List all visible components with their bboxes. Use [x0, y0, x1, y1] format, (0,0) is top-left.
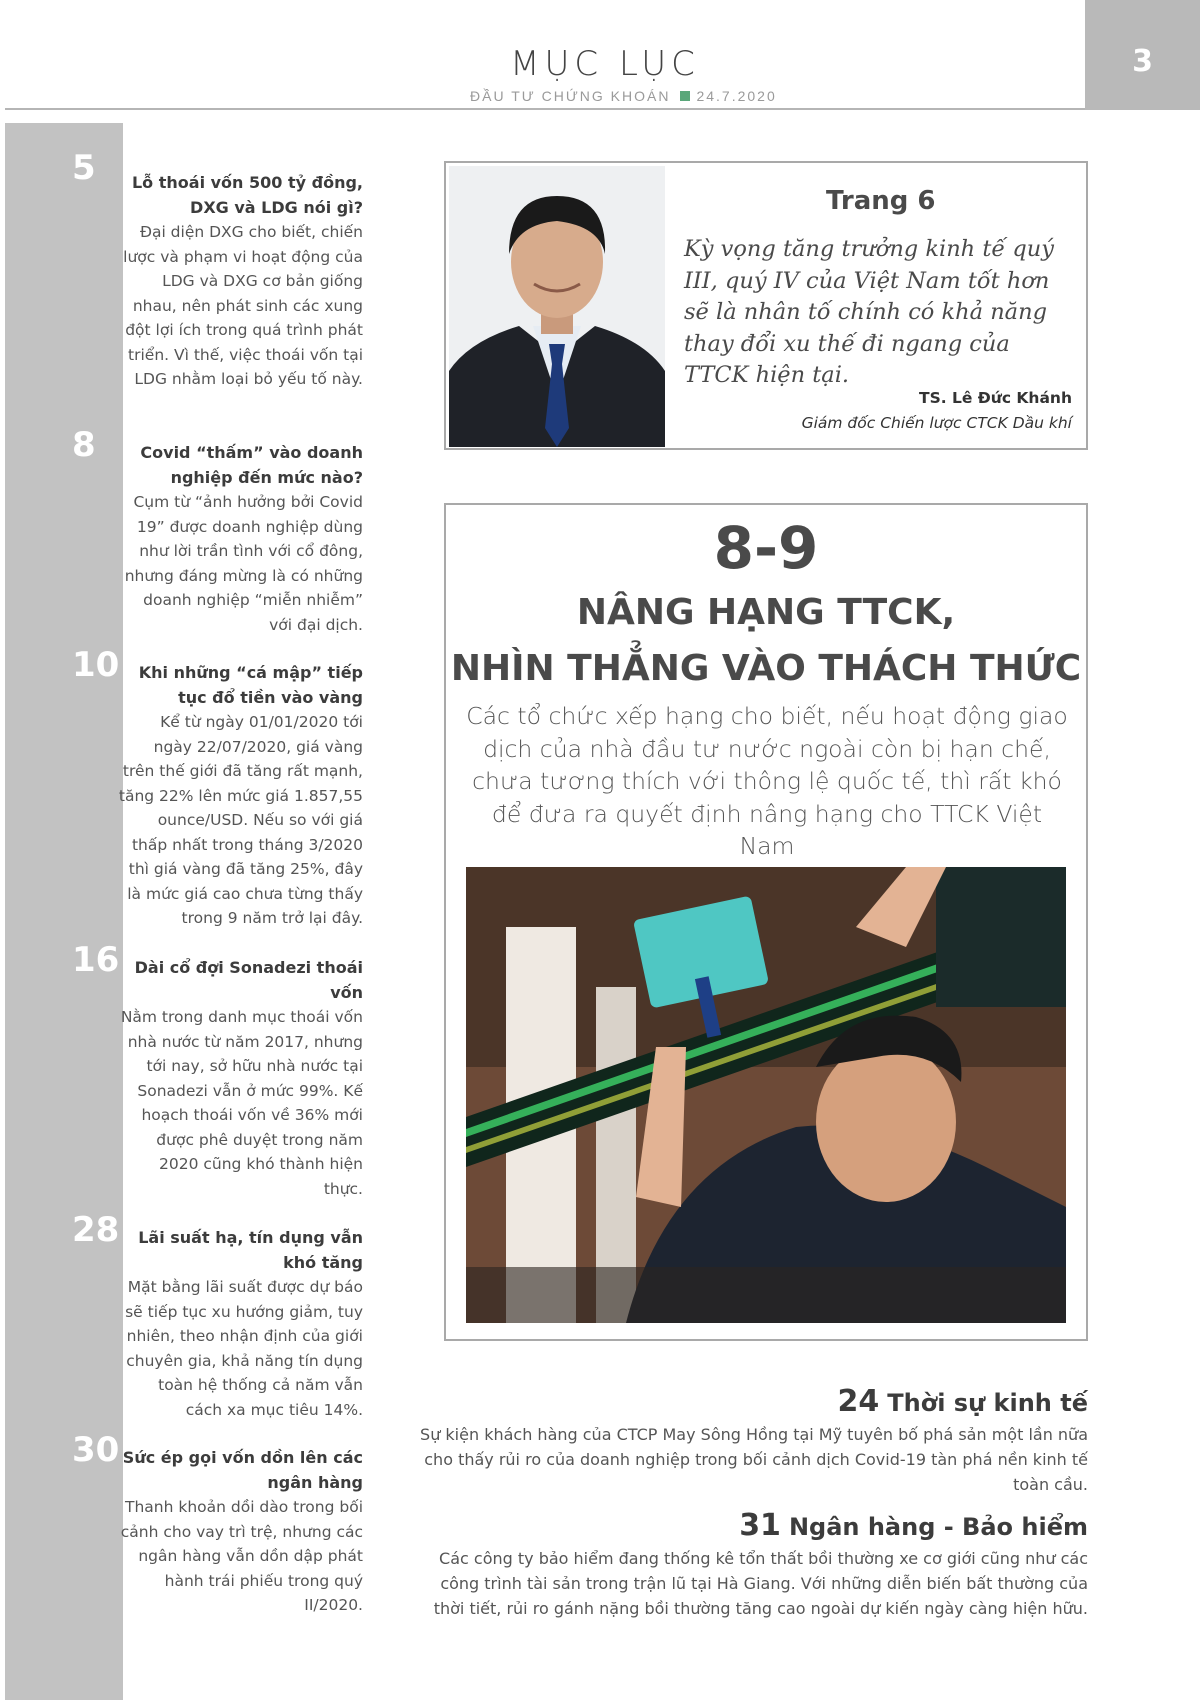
- feature-title-line: NHÌN THẲNG VÀO THÁCH THỨC: [450, 648, 1082, 689]
- toc-entry[interactable]: [118, 956, 363, 1201]
- feature-lead: Các tổ chức xếp hạng cho biết, nếu hoạt động giao dịch của nhà đầu tư nước ngoài còn bị hạn chế, chưa tương thích với thông lệ quốc tế, thì rất khó để đưa ra quyết định nâng hạng cho TTCK Việt Nam: [466, 702, 1068, 860]
- toc-entry[interactable]: [118, 661, 363, 931]
- toc-entry-summary: Mặt bằng lãi suất được dự báo sẽ tiếp tục xu hướng giảm, tuy nhiên, theo nhận định của giới chuyên gia, khả năng tín dụng toàn hệ thống cả năm vẫn cách xa mục tiêu 14%.: [125, 1278, 363, 1419]
- quote-page-ref: Trang 6: [826, 186, 936, 216]
- feature-photo: [466, 867, 1066, 1323]
- feature-title[interactable]: [444, 585, 1088, 697]
- section-summary: Các công ty bảo hiểm đang thống kê tổn thất bồi thường xe cơ giới cũng như các công trình tài sản trong trận lũ tại Hà Giang. Với những diễn biến bất thường của thời tiết, rủi ro gánh nặng bồi thường tăng cao ngoài dự kiến ngày càng hiện hữu.: [433, 1549, 1088, 1618]
- quote-author: TS. Lê Đức Khánh: [919, 389, 1072, 407]
- accent-square-icon: [680, 91, 690, 101]
- section-name: Thời sự kinh tế: [887, 1389, 1088, 1417]
- section-page-number: 31: [739, 1508, 781, 1543]
- toc-entry-title: Lỗ thoái vốn 500 tỷ đồng, DXG và LDG nói gì?: [131, 173, 363, 217]
- publication-line: [470, 88, 777, 104]
- trading-floor-illustration: [466, 867, 1066, 1323]
- section-name: Ngân hàng - Bảo hiểm: [788, 1513, 1088, 1541]
- section-heading[interactable]: [838, 1384, 1088, 1419]
- quote-text: Kỳ vọng tăng trưởng kinh tế quý III, quý IV của Việt Nam tốt hơn sẽ là nhân tố chính có khả năng thay đổi xu thế đi ngang của TTCK hiện tại.: [684, 236, 1054, 388]
- toc-entry-title: Dài cổ đợi Sonadezi thoái vốn: [134, 958, 363, 1002]
- toc-entry[interactable]: [118, 441, 363, 637]
- toc-entry-summary: Cụm từ “ảnh hưởng bởi Covid 19” được doanh nghiệp dùng như lời trần tình với cổ đông, nhưng đáng mừng là có những doanh nghiệp “miễn nhiễm” với đại dịch.: [124, 493, 363, 634]
- toc-entry-title: Sức ép gọi vốn dồn lên các ngân hàng: [122, 1448, 363, 1492]
- portrait-illustration: [449, 166, 665, 447]
- page-number-tab: [1085, 0, 1200, 110]
- issue-date: 24.7.2020: [696, 88, 777, 104]
- toc-entry-summary: Kể từ ngày 01/01/2020 tới ngày 22/07/2020, giá vàng trên thế giới đã tăng rất mạnh, tăng 22% lên mức giá 1.857,55 ounce/USD. Nếu so với giá thấp nhất trong tháng 3/2020 thì giá vàng đã tăng 25%, đây là mức giá cao chưa từng thấy trong 9 năm trở lại đây.: [118, 713, 363, 927]
- toc-page-number: 16: [72, 940, 120, 980]
- toc-entry-summary: Nằm trong danh mục thoái vốn nhà nước từ năm 2017, nhưng tới nay, sở hữu nhà nước tại Sonadezi vẫn ở mức 99%. Kế hoạch thoái vốn về 36% mới được phê duyệt trong năm 2020 cũng khó thành hiện thực.: [120, 1008, 363, 1198]
- toc-page-number: 30: [72, 1430, 120, 1470]
- toc-entry[interactable]: [118, 171, 363, 392]
- toc-entry-summary: Đại diện DXG cho biết, chiến lược và phạm vi hoạt động của LDG và DXG cơ bản giống nhau, nên phát sinh các xung đột lợi ích trong quá trình phát triển. Vì thế, việc thoái vốn tại LDG nhằm loại bỏ yếu tố này.: [123, 223, 363, 388]
- section-heading[interactable]: [739, 1508, 1088, 1543]
- feature-title-line: NÂNG HẠNG TTCK,: [576, 592, 956, 633]
- feature-page-range: 8-9: [713, 514, 819, 582]
- page-title: MỤC LỤC: [510, 44, 700, 84]
- toc-entry-title: Lãi suất hạ, tín dụng vẫn khó tăng: [138, 1228, 363, 1272]
- toc-entry-title: Covid “thấm” vào doanh nghiệp đến mức nào?: [140, 443, 363, 487]
- toc-entry-title: Khi những “cá mập” tiếp tục đổ tiền vào vàng: [138, 663, 363, 707]
- page-number: 3: [1132, 44, 1153, 79]
- toc-page-number: 28: [72, 1210, 120, 1250]
- author-portrait: [449, 166, 665, 447]
- toc-page-number: 10: [72, 645, 120, 685]
- section-page-number: 24: [837, 1384, 880, 1419]
- header-divider: [5, 108, 1085, 110]
- toc-entry-summary: Thanh khoản dồi dào trong bối cảnh cho vay trì trệ, nhưng các ngân hàng vẫn dồn dập phát hành trái phiếu trong quý II/2020.: [120, 1498, 363, 1614]
- toc-entry[interactable]: [118, 1226, 363, 1422]
- toc-entry[interactable]: [118, 1446, 363, 1618]
- toc-page-number: 8: [72, 425, 96, 465]
- quote-author-role: Giám đốc Chiến lược CTCK Dầu khí: [801, 414, 1072, 432]
- toc-page-number: 5: [72, 148, 96, 188]
- section-summary: Sự kiện khách hàng của CTCP May Sông Hồng tại Mỹ tuyên bố phá sản một lần nữa cho thấy rủi ro của doanh nghiệp trong bối cảnh dịch Covid-19 tàn phá nền kinh tế toàn cầu.: [420, 1425, 1088, 1494]
- publication-name: ĐẦU TƯ CHỨNG KHOÁN: [470, 88, 671, 104]
